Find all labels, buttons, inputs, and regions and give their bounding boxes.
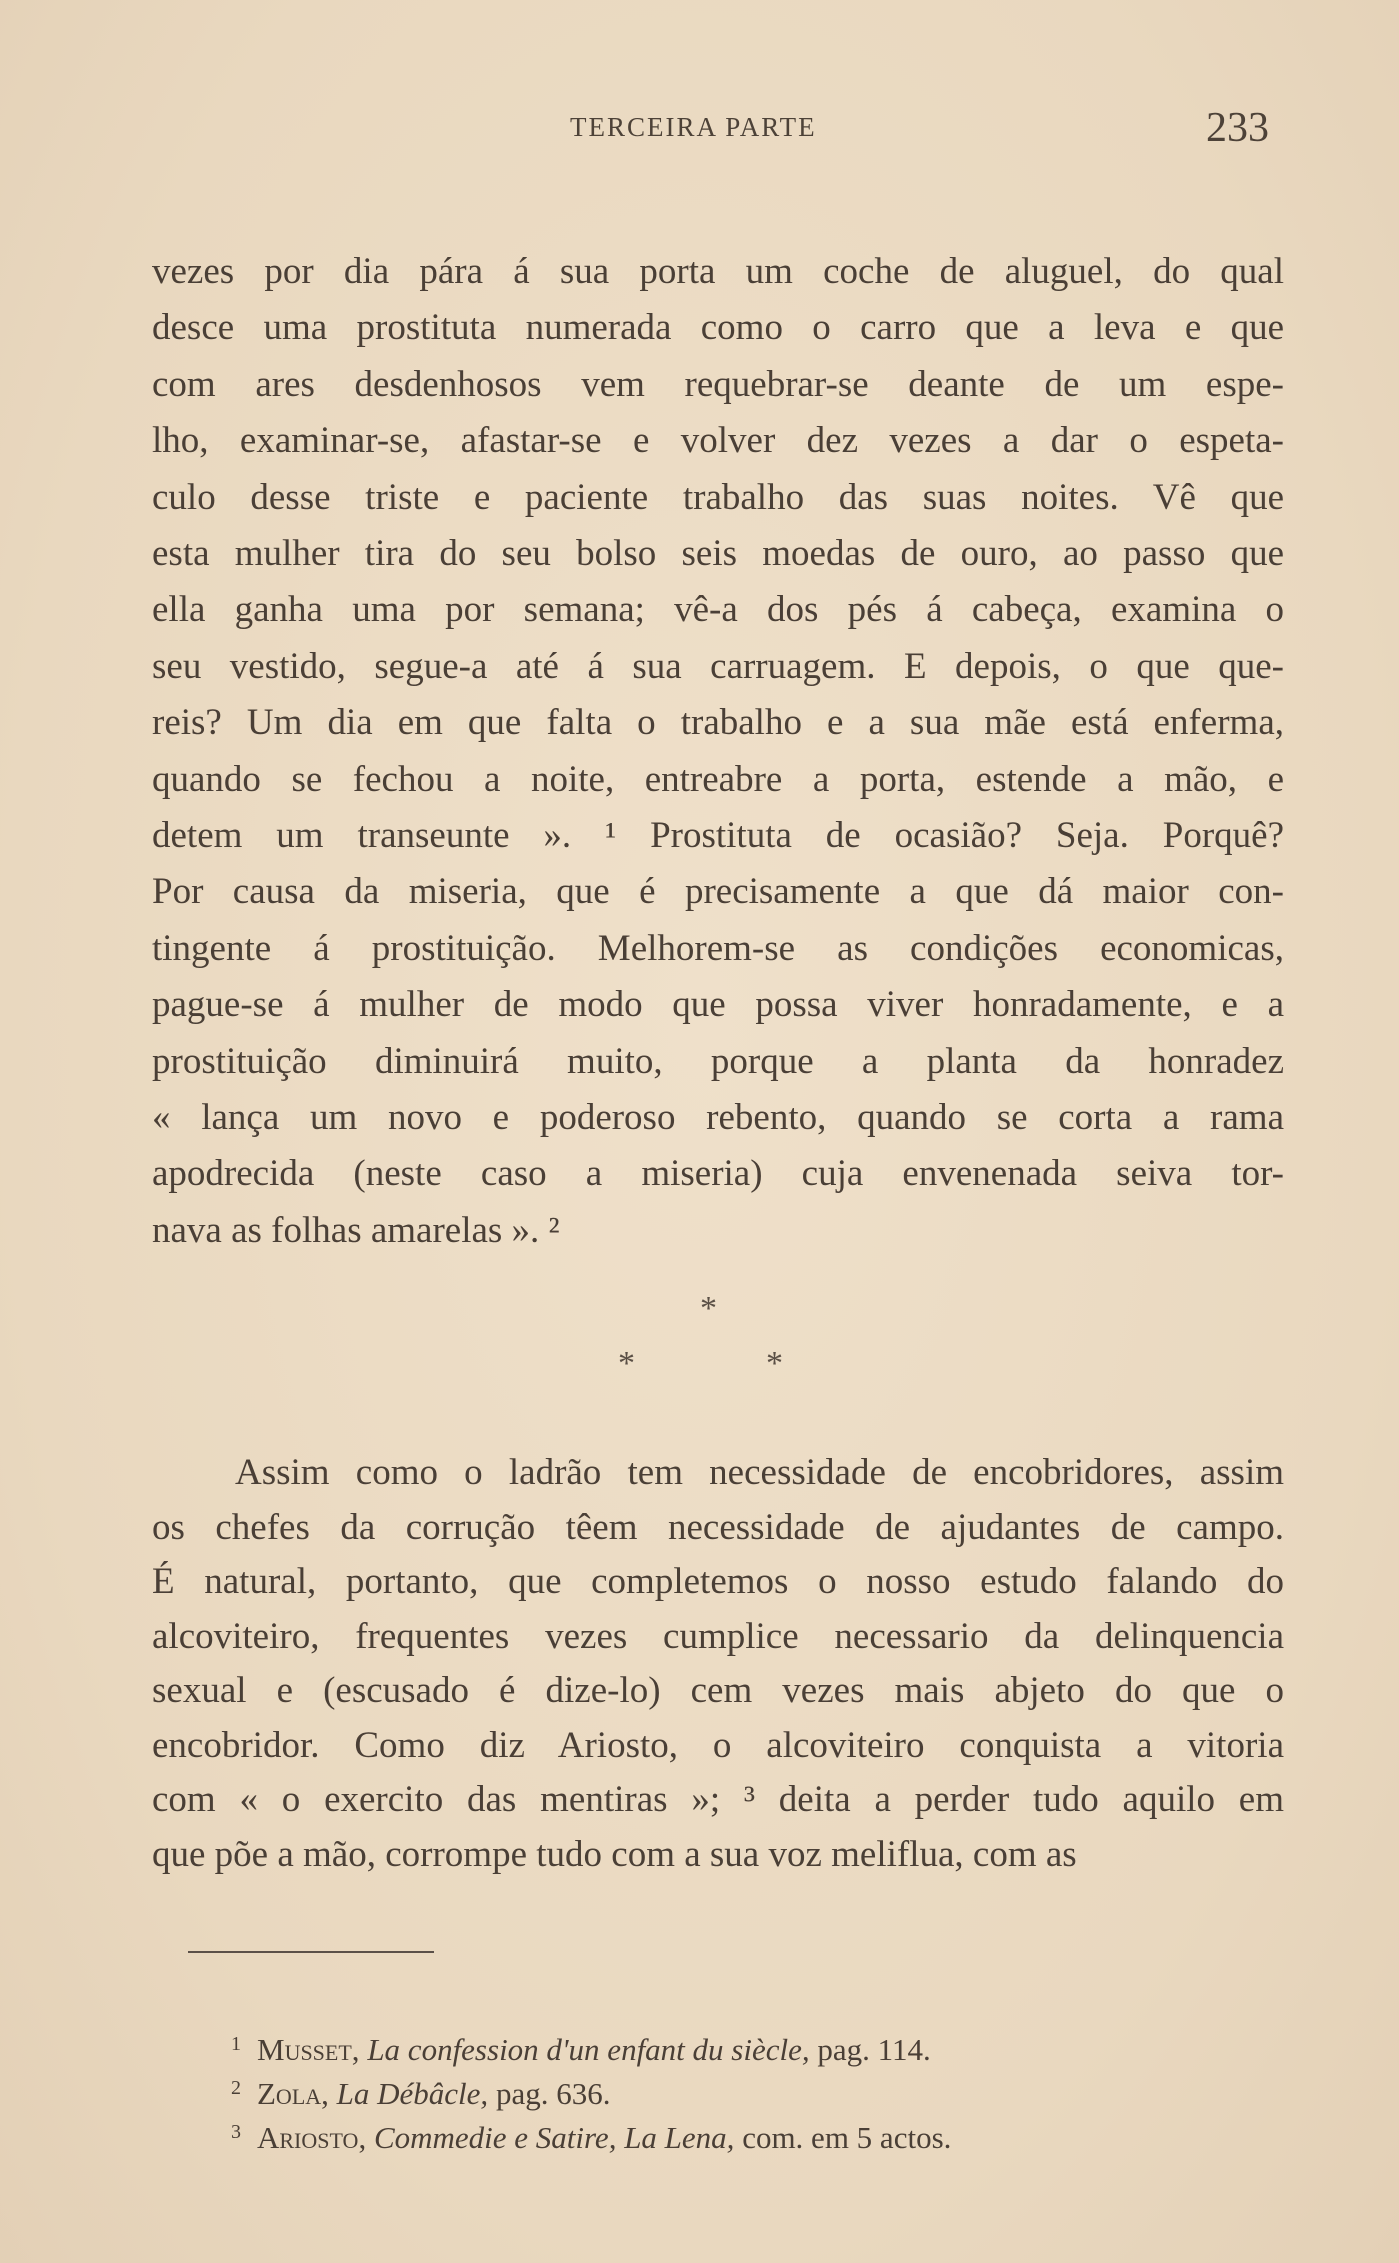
text-line: com « o exercito das mentiras »; ³ deita a perder tudo aquilo em — [152, 1779, 1284, 1820]
text-line: nava as folhas amarelas ». ² — [152, 1209, 560, 1251]
asterism-star: * — [618, 1345, 635, 1382]
text-line: alcoviteiro, frequentes vezes cumplice necessario da delinquencia — [152, 1615, 1284, 1657]
text-line: os chefes da corrução têem necessidade de ajudantes de campo. — [152, 1506, 1284, 1548]
text-line: com ares desdenhosos vem requebrar-se deante de um espe- — [152, 363, 1284, 405]
footnote-author: Zola, — [257, 2076, 329, 2111]
text-line: ella ganha uma por semana; vê-a dos pés á cabeça, examina o — [152, 589, 1284, 631]
footnote-title: Commedie e Satire, La Lena, — [373, 2120, 735, 2155]
text-line: Assim como o ladrão tem necessidade de encobridores, assim — [235, 1452, 1284, 1493]
footnote-number: 2 — [231, 2077, 241, 2099]
text-line: reis? Um dia em que falta o trabalho e a sua mãe está enferma, — [152, 702, 1284, 744]
footnote-title: La Débâcle, — [336, 2076, 489, 2111]
asterism-star: * — [766, 1345, 783, 1382]
text-line: apodrecida (neste caso a miseria) cuja envenenada seiva tor- — [152, 1153, 1284, 1195]
footnote-reference: pag. 114. — [817, 2032, 931, 2067]
footnote — [231, 2070, 610, 2112]
page-number: 233 — [1206, 105, 1269, 151]
footnote-reference: pag. 636. — [495, 2076, 611, 2111]
text-line: desce uma prostituta numerada como o carro que a leva e que — [152, 307, 1284, 349]
footnote-number: 1 — [231, 2033, 241, 2055]
running-title: TERCEIRA PARTE — [570, 112, 817, 142]
text-line: « lança um novo e poderoso rebento, quando se corta a rama — [152, 1097, 1284, 1138]
text-line: Por causa da miseria, que é precisamente a que dá maior con- — [152, 871, 1284, 913]
text-line: É natural, portanto, que completemos o nosso estudo falando do — [152, 1561, 1284, 1602]
text-line: esta mulher tira do seu bolso seis moedas de ouro, ao passo que — [152, 533, 1284, 574]
text-line: seu vestido, segue-a até á sua carruagem. E depois, o que que- — [152, 645, 1284, 687]
text-line: encobridor. Como diz Ariosto, o alcoviteiro conquista a vitoria — [152, 1724, 1284, 1766]
text-line: pague-se á mulher de modo que possa viver honradamente, e a — [152, 984, 1284, 1026]
footnote-rule — [188, 1951, 434, 1953]
footnote-author: Musset, — [257, 2032, 360, 2067]
text-line: prostituição diminuirá muito, porque a planta da honradez — [152, 1040, 1284, 1082]
footnote — [231, 2114, 951, 2156]
text-line: detem um transeunte ». ¹ Prostituta de ocasião? Seja. Porquê? — [152, 815, 1284, 856]
asterism-star: * — [700, 1290, 717, 1327]
footnote-number: 3 — [231, 2121, 241, 2143]
text-line: culo desse triste e paciente trabalho das suas noites. Vê que — [152, 476, 1284, 518]
footnote-title: La confession d'un enfant du siècle, — [367, 2032, 810, 2067]
text-line: quando se fechou a noite, entreabre a porta, estende a mão, e — [152, 758, 1284, 800]
footnote-reference: com. em 5 actos. — [742, 2120, 952, 2155]
text-line: vezes por dia pára á sua porta um coche de aluguel, do qual — [152, 251, 1284, 292]
text-line: sexual e (escusado é dize-lo) cem vezes mais abjeto do que o — [152, 1670, 1284, 1711]
footnote — [231, 2026, 931, 2068]
text-line: que põe a mão, corrompe tudo com a sua voz meliflua, com as — [152, 1833, 1077, 1875]
text-line: tingente á prostituição. Melhorem-se as condições economicas, — [152, 927, 1284, 969]
footnote-author: Ariosto, — [257, 2120, 367, 2155]
text-line: lho, examinar-se, afastar-se e volver dez vezes a dar o espeta- — [152, 420, 1284, 462]
